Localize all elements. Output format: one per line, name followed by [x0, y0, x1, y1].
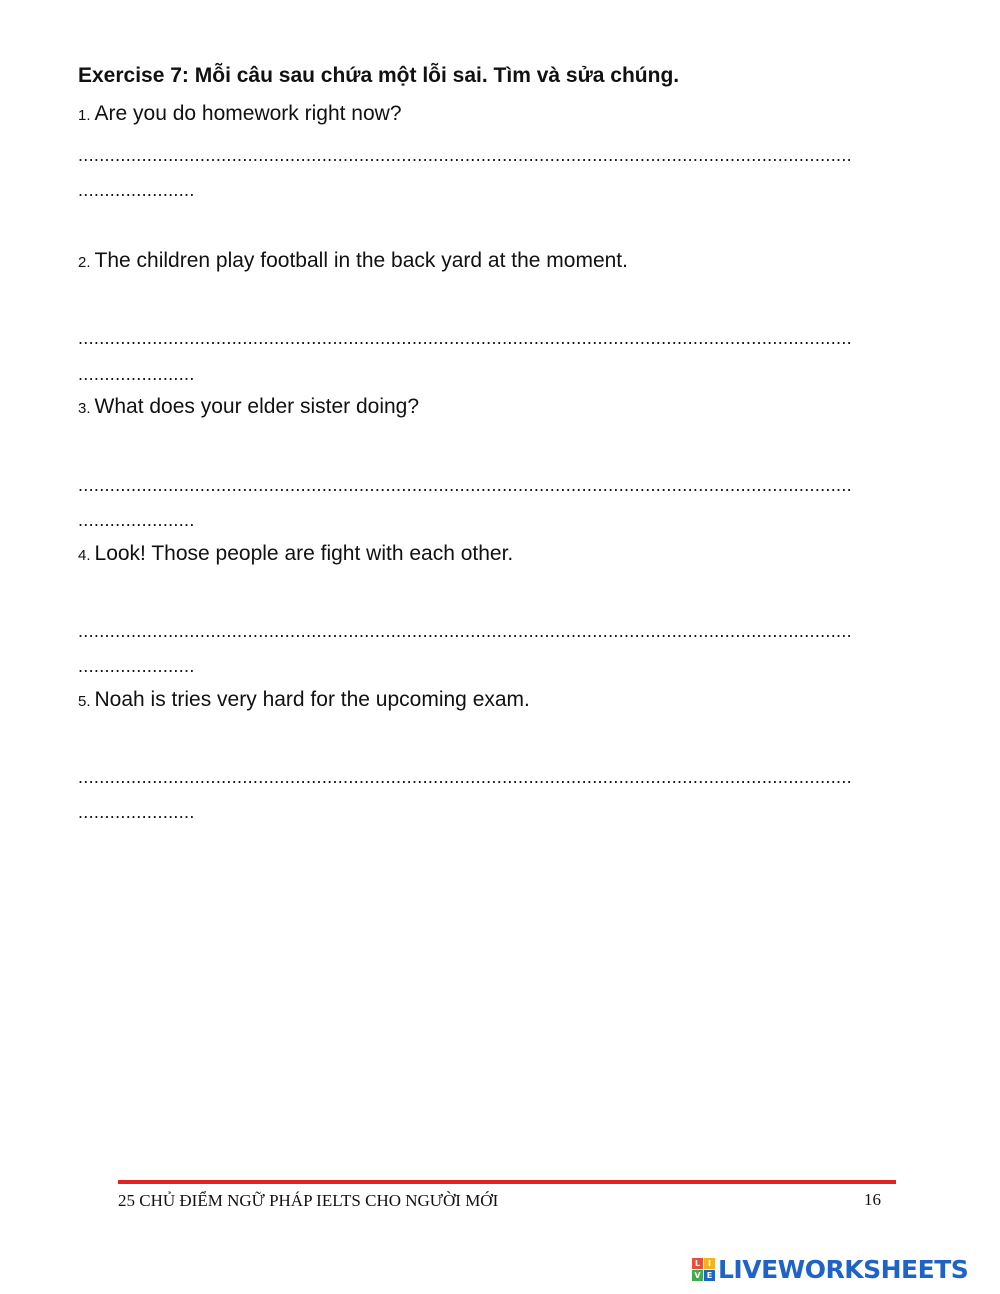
brand-name: LIVEWORKSHEETS [718, 1254, 969, 1284]
logo-cell: V [692, 1270, 703, 1281]
answer-line-5b[interactable]: ...................... [78, 802, 195, 822]
question-number: 4. [78, 547, 91, 564]
question-text: Are you do homework right now? [94, 102, 402, 125]
footer-title: 25 CHỦ ĐIỂM NGỮ PHÁP IELTS CHO NGƯỜI MỚI [118, 1191, 499, 1210]
question-number: 2. [78, 254, 91, 271]
question-5 [78, 688, 530, 712]
answer-line-1b[interactable]: ...................... [78, 180, 195, 200]
logo-cell: E [704, 1270, 715, 1281]
answer-line-4b[interactable]: ...................... [78, 656, 195, 676]
answer-line-3a[interactable]: .................................................................................................................................................. [78, 475, 852, 495]
question-text: What does your elder sister doing? [94, 395, 420, 418]
logo-cell: I [704, 1258, 715, 1269]
answer-line-4a[interactable]: .................................................................................................................................................. [78, 621, 852, 641]
liveworksheets-logo[interactable] [692, 1254, 968, 1284]
question-1 [78, 102, 402, 126]
question-number: 5. [78, 693, 91, 710]
answer-line-1a[interactable]: .................................................................................................................................................. [78, 145, 852, 165]
question-4 [78, 542, 513, 566]
question-text: Noah is tries very hard for the upcoming exam. [94, 688, 530, 711]
logo-grid-icon [692, 1258, 715, 1281]
logo-cell: L [692, 1258, 703, 1269]
answer-line-2b[interactable]: ...................... [78, 364, 195, 384]
question-text: The children play football in the back yard at the moment. [94, 249, 628, 272]
question-text: Look! Those people are fight with each other. [94, 542, 514, 565]
question-number: 3. [78, 400, 91, 417]
answer-line-5a[interactable]: .................................................................................................................................................. [78, 767, 852, 787]
page-number: 16 [864, 1190, 881, 1209]
question-number: 1. [78, 107, 91, 124]
question-2 [78, 249, 628, 273]
exercise-title: Exercise 7: Mỗi câu sau chứa một lỗi sai. Tìm và sửa chúng. [78, 64, 680, 87]
answer-line-3b[interactable]: ...................... [78, 510, 195, 530]
answer-line-2a[interactable]: .................................................................................................................................................. [78, 328, 852, 348]
footer-divider [118, 1180, 896, 1184]
question-3 [78, 395, 419, 419]
